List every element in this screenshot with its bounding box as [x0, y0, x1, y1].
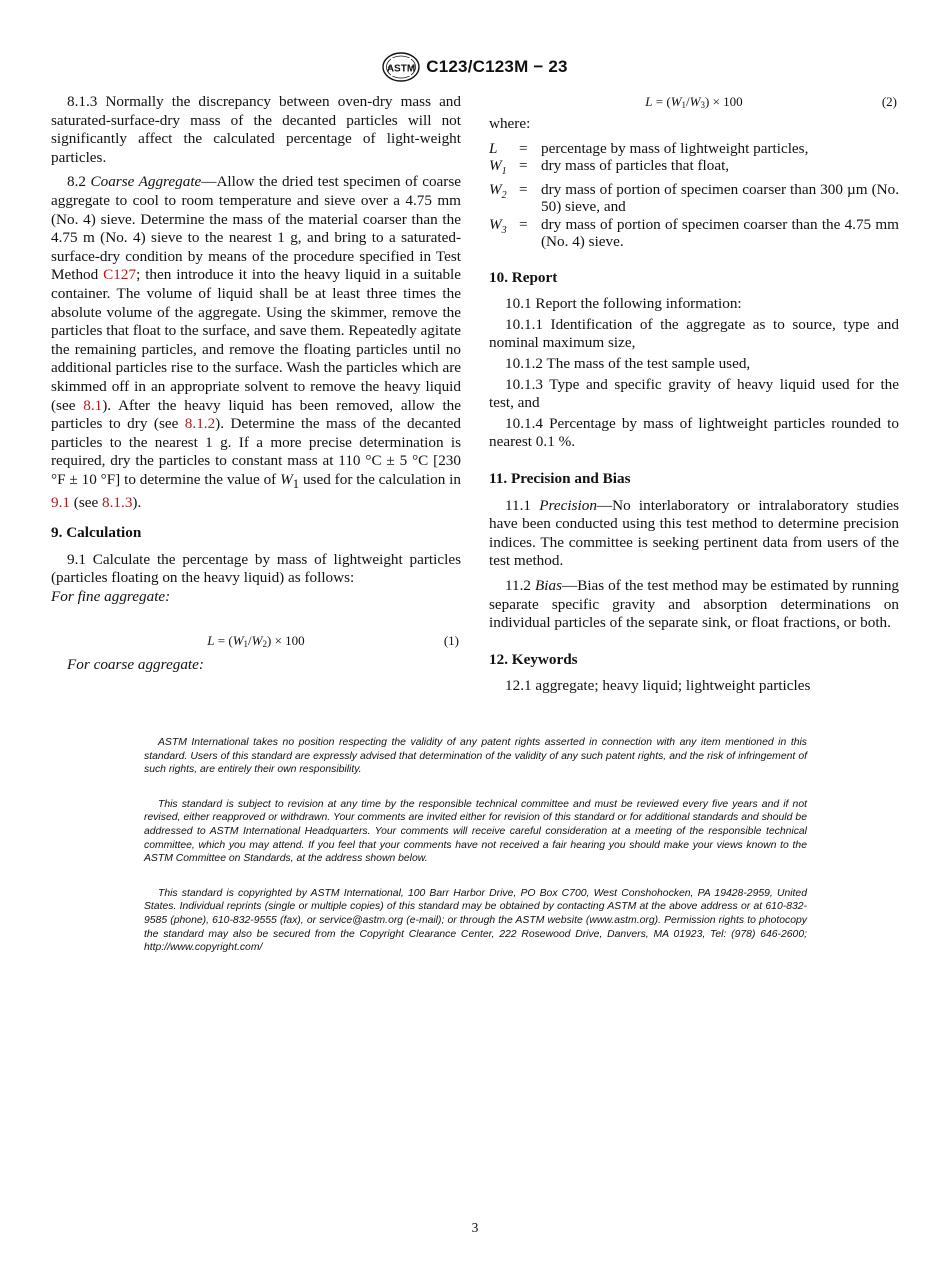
page-header	[0, 52, 950, 82]
page-number: 3	[471, 1220, 479, 1235]
link-8-1-2[interactable]: 8.1.2	[184, 415, 216, 433]
definition-row: $W_3$ = dry mass of portion of specimen coarser than the 4.75 mm (No. 4) sieve.	[489, 215, 899, 251]
section-heading-keywords: 12. Keywords	[489, 650, 578, 668]
section-heading-report: 10. Report	[489, 268, 558, 286]
link-9-1[interactable]: 9.1	[51, 493, 70, 511]
link-8-1[interactable]: 8.1	[83, 396, 103, 414]
equation-number: (1)	[443, 633, 459, 649]
patent-notice: ASTM International takes no position respecting the validity of any patent rights asserted in connection with any item mentioned in this standard. Users of this standard are expressly advised that determination of the validity of any such patent rights, and the risk of infringement of such rights, are entirely their own responsibility.	[144, 737, 807, 776]
revision-notice: This standard is subject to revision at any time by the responsible technical committee and must be reviewed every five years and if not revised, either reapproved or withdrawn. Your comments are invited either for revision of this standard or for additional standards and should be addressed to ASTM International Headquarters. Your comments will receive careful consideration at a meeting of the responsible technical committee, which you may attend. If you feel that your comments have not received a fair hearing you should make your views known to the ASTM Committee on Standards, at the address shown below.	[144, 798, 807, 865]
legal-notices	[144, 736, 807, 976]
paragraph-9-1: 9.1 Calculate the percentage by mass of lightweight particles (particles floating on the heavy liquid) as follows:	[51, 550, 461, 587]
paragraph-8-1-3: 8.1.3 Normally the discrepancy between oven-dry mass and saturated-surface-dry mass of the decanted particles will not significantly affect the calculated percentage of light-weight particles.	[51, 93, 461, 166]
variable-definitions	[489, 140, 899, 251]
astm-logo-icon	[382, 52, 420, 82]
equation-2: $L = (W_1/W_3) \times 100$ (2)	[489, 89, 899, 115]
definition-row: $W_1$ = dry mass of particles that float,	[489, 157, 730, 178]
fine-aggregate-label: For fine aggregate:	[51, 587, 171, 605]
section-heading-precision-bias: 11. Precision and Bias	[489, 469, 631, 487]
definition-row: $W_2$ = dry mass of portion of specimen coarser than 300 µm (No. 50) sieve, and	[489, 180, 899, 216]
section-title-coarse-aggregate: Coarse Aggregate	[90, 173, 202, 191]
svg-text:ASTM: ASTM	[387, 63, 416, 75]
paragraph-10-1-4: 10.1.4 Percentage by mass of lightweight particles rounded to nearest 0.1 %.	[489, 414, 899, 451]
link-c127[interactable]: C127	[103, 266, 137, 284]
coarse-aggregate-label: For coarse aggregate:	[67, 656, 204, 674]
left-column	[51, 93, 461, 681]
paragraph-11-2: 11.2 Bias—Bias of the test method may be estimated by running separate specific gravity and absorption determinations on individual particles of the separate sink, or float fractions, or both.	[489, 576, 900, 632]
paragraph-10-1-1: 10.1.1 Identification of the aggregate as to source, type and nominal maximum size,	[489, 315, 899, 352]
link-8-1-3[interactable]: 8.1.3	[102, 493, 133, 511]
definition-row: L = percentage by mass of lightweight particles,	[489, 139, 809, 157]
paragraph-10-1-2: 10.1.2 The mass of the test sample used,	[505, 355, 751, 372]
paragraph-11-1: 11.1 Precision—No interlaboratory or intralaboratory studies have been conducted using this test method to determine precision indices. The committee is seeking pertinent data from users of the test method.	[489, 496, 899, 570]
equation-1: $L = (W_1/W_2) \times 100$ (1)	[51, 628, 461, 654]
standard-designation: C123/C123M − 23	[426, 57, 568, 76]
copyright-notice: This standard is copyrighted by ASTM International, 100 Barr Harbor Drive, PO Box C700, West Conshohocken, PA 19428-2959, United States. Individual reprints (single or multiple copies) of this standard may be obtained by contacting ASTM at the above address or at 610-832-9585 (phone), 610-832-9555 (fax), or service@astm.org (e-mail); or through the ASTM website (www.astm.org). Permission rights to photocopy the standard may also be secured from the Copyright Clearance Center, 222 Rosewood Drive, Danvers, MA 01923, Tel: (978) 646-2600; http://www.copyright.com/	[144, 887, 807, 954]
equation-number: (2)	[881, 94, 897, 109]
where-label: where:	[489, 115, 531, 132]
paragraph-10-1-3: 10.1.3 Type and specific gravity of heavy liquid used for the test, and	[489, 375, 899, 412]
paragraph-10-1: 10.1 Report the following information:	[505, 295, 742, 313]
right-column	[489, 93, 899, 702]
paragraph-8-2: 8.2 Coarse Aggregate—Allow the dried test specimen of coarse aggregate to cool to room temperature and sieve over a 4.75 mm (No. 4) sieve. Determine the mass of the material coarser than the 4.75 m (No. 4) sieve to the nearest 1 g, and bring to a saturated-surface-dry condition by means of the procedure specified in Test Method C127; then introduce it into the heavy liquid in a suitable container. The volume of liquid shall be at least three times the absolute volume of the aggregate. Using the skimmer, remove the particles that float to the surface, and save them. Repeatedly agitate the remaining particles, and remove the floating particles until no additional particles rise to the surface. Wash the particles which are skimmed off in an appropriate solvent to remove the heavy liquid (see 8.1). After the heavy liquid has been removed, allow the particles to dry (see 8.1.2). Determine the mass of the decanted particles to the nearest 1 g. If a more precise determination is required, dry the particles to constant mass at 110 °C ± 5 °C [230 °F ± 10 °F] to determine the value of $W_1$ used for the calculation in 9.1 (see 8.1.3).	[51, 173, 462, 511]
section-heading-calculation: 9. Calculation	[51, 524, 142, 542]
paragraph-12-1: 12.1 aggregate; heavy liquid; lightweight particles	[505, 677, 811, 695]
